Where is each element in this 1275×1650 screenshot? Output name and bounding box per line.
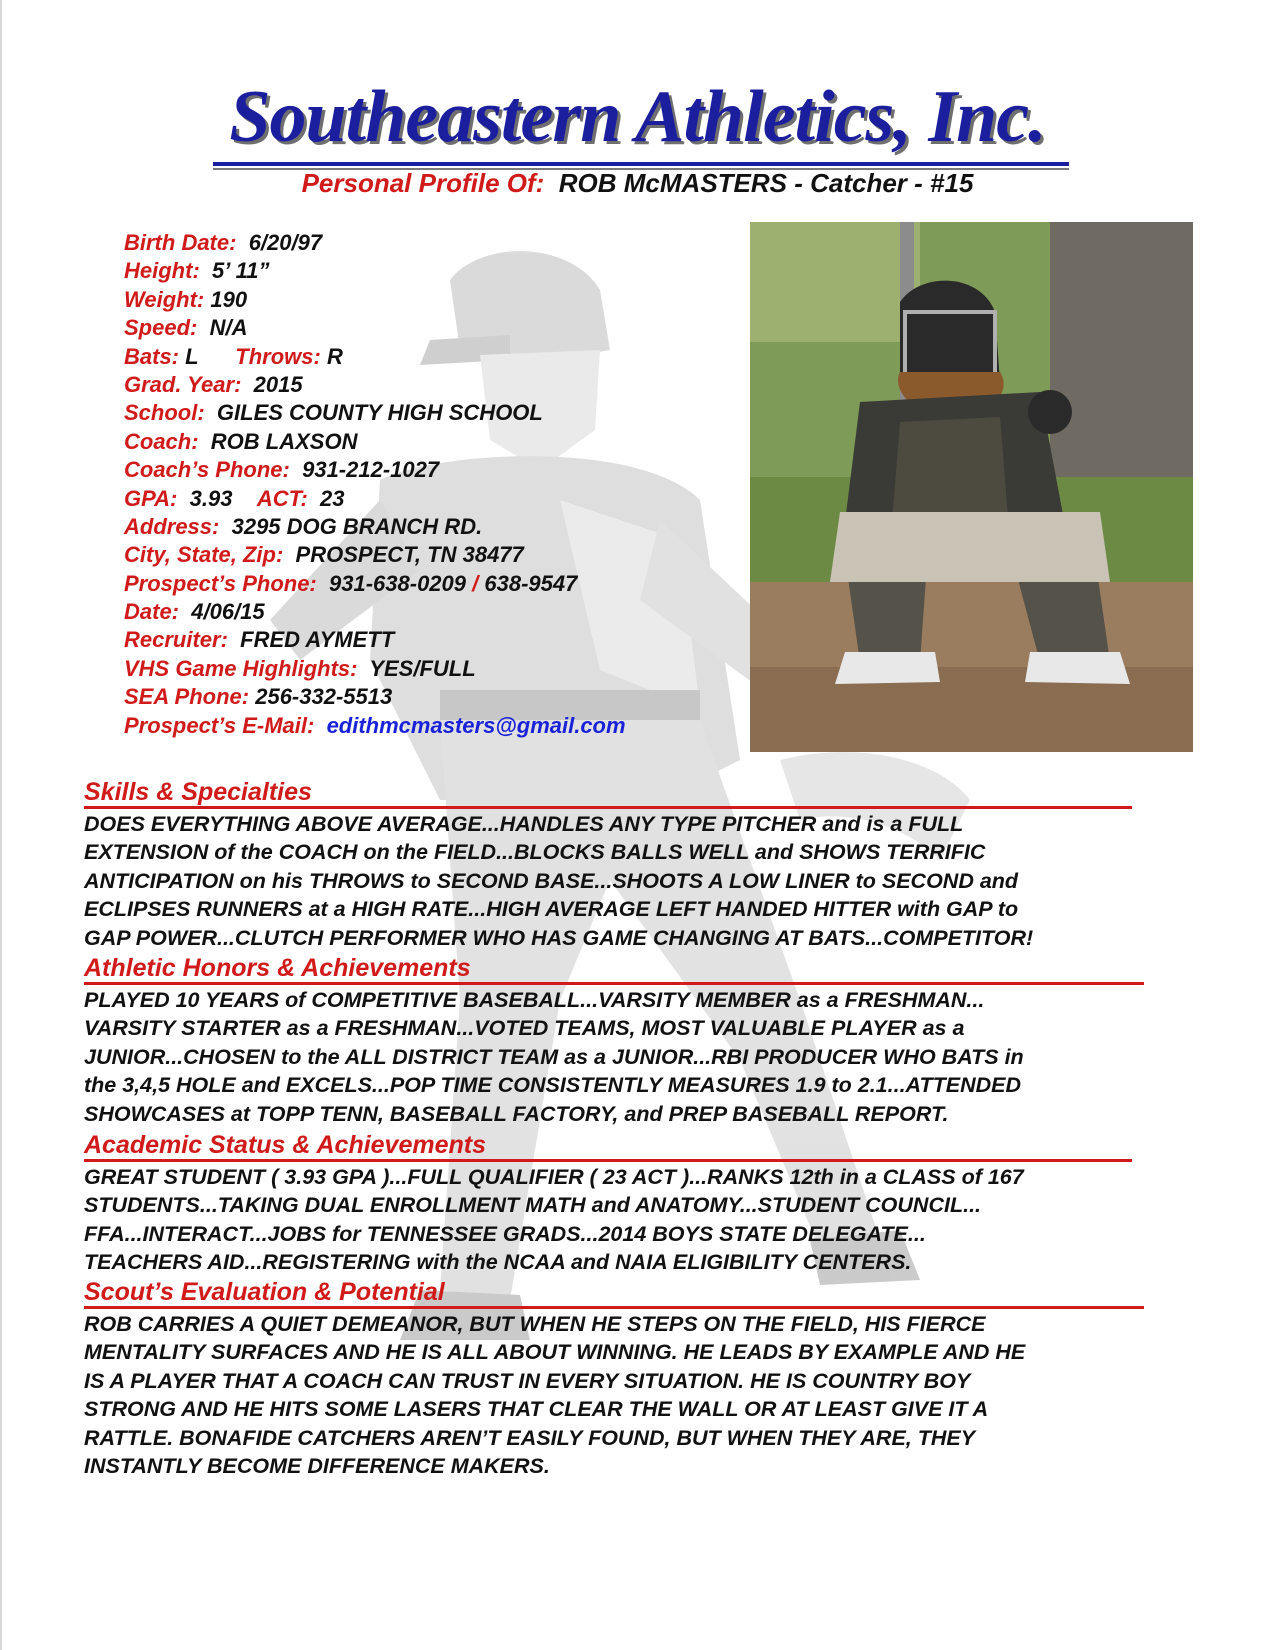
honors-heading: Athletic Honors & Achievements — [84, 954, 471, 982]
city-value: PROSPECT, TN 38477 — [295, 542, 524, 568]
vhs-row — [124, 655, 714, 683]
skills-line: GAP POWER...CLUTCH PERFORMER WHO HAS GAME CHANGING AT BATS...COMPETITOR! — [84, 925, 1034, 950]
weight-row — [124, 286, 714, 314]
bats-throws-row — [124, 343, 714, 371]
academic-body — [84, 1163, 1194, 1277]
coach-value: ROB LAXSON — [210, 428, 358, 454]
school-value: GILES COUNTY HIGH SCHOOL — [216, 400, 543, 426]
email-label: Prospect’s E-Mail: — [124, 712, 315, 738]
sea-phone-label: SEA Phone: — [124, 684, 250, 710]
email-row — [124, 712, 714, 740]
player-photo — [750, 222, 1193, 752]
player-info — [124, 229, 714, 740]
recruiter-value: FRED AYMETT — [240, 627, 395, 653]
speed-value: N/A — [209, 315, 248, 341]
gpa-label: GPA: — [124, 485, 178, 511]
prospect-phone-value2: 638-9547 — [484, 570, 578, 596]
act-label: ACT: — [256, 485, 308, 511]
bats-value: L — [185, 343, 199, 369]
recruiter-label: Recruiter: — [124, 627, 228, 653]
scout-line: STRONG AND HE HITS SOME LASERS THAT CLEAR THE WALL OR AT LEAST GIVE IT A — [84, 1397, 989, 1422]
profile-line — [0, 167, 1275, 199]
honors-line: VARSITY STARTER as a FRESHMAN...VOTED TEAMS, MOST VALUABLE PLAYER as a — [84, 1016, 965, 1041]
academic-rule — [84, 1159, 1132, 1162]
address-label: Address: — [124, 513, 220, 539]
birth-date-row — [124, 229, 714, 257]
honors-rule — [84, 982, 1144, 985]
academic-line: GREAT STUDENT ( 3.93 GPA )...FULL QUALIFIER ( 23 ACT )...RANKS 12th in a CLASS of 167 — [84, 1165, 1024, 1189]
academic-heading: Academic Status & Achievements — [84, 1131, 487, 1159]
academic-line: STUDENTS...TAKING DUAL ENROLLMENT MATH and ANATOMY...STUDENT COUNCIL... — [84, 1193, 982, 1218]
honors-body — [84, 986, 1194, 1128]
sea-phone-value: 256-332-5513 — [255, 684, 393, 710]
skills-line: ANTICIPATION on his THROWS to SECOND BASE...SHOOTS A LOW LINER to SECOND and — [84, 868, 1019, 893]
date-row — [124, 598, 714, 626]
academic-line: FFA...INTERACT...JOBS for TENNESSEE GRADS...2014 BOYS STATE DELEGATE... — [84, 1221, 926, 1246]
email-link[interactable]: edithmcmasters@gmail.com — [326, 712, 626, 738]
scout-heading: Scout’s Evaluation & Potential — [84, 1278, 445, 1306]
address-row — [124, 513, 714, 541]
prospect-phone-label: Prospect’s Phone: — [124, 570, 317, 596]
recruiter-row — [124, 626, 714, 654]
skills-heading: Skills & Specialties — [84, 778, 312, 806]
honors-line: the 3,4,5 HOLE and EXCELS...POP TIME CONSISTENTLY MEASURES 1.9 to 2.1...ATTENDED — [84, 1073, 1022, 1098]
act-value: 23 — [320, 485, 345, 511]
coach-label: Coach: — [124, 428, 199, 454]
grad-year-label: Grad. Year: — [124, 371, 242, 397]
coach-phone-label: Coach’s Phone: — [124, 457, 290, 483]
profile-value: ROB McMASTERS - Catcher - #15 — [558, 168, 974, 198]
grad-year-row — [124, 371, 714, 399]
birth-date-label: Birth Date: — [124, 230, 237, 255]
scout-line: INSTANTLY BECOME DIFFERENCE MAKERS. — [84, 1454, 550, 1479]
honors-line: PLAYED 10 YEARS of COMPETITIVE BASEBALL...VARSITY MEMBER as a FRESHMAN... — [84, 988, 985, 1012]
prospect-phone-value1: 931-638-0209 — [329, 570, 467, 596]
coach-row — [124, 428, 714, 456]
grad-year-value: 2015 — [253, 371, 303, 397]
height-row — [124, 257, 714, 285]
scout-line: IS A PLAYER THAT A COACH CAN TRUST IN EVERY SITUATION. HE IS COUNTRY BOY — [84, 1368, 971, 1393]
vhs-value: YES/FULL — [369, 655, 476, 681]
height-label: Height: — [124, 258, 200, 284]
speed-row — [124, 314, 714, 342]
throws-label: Throws: — [235, 343, 321, 369]
coach-phone-row — [124, 456, 714, 484]
gpa-value: 3.93 — [189, 485, 233, 511]
city-label: City, State, Zip: — [124, 542, 284, 568]
academic-line: TEACHERS AID...REGISTERING with the NCAA and NAIA ELIGIBILITY CENTERS. — [84, 1250, 912, 1275]
height-value: 5’ 11” — [212, 258, 270, 284]
honors-line: JUNIOR...CHOSEN to the ALL DISTRICT TEAM as a JUNIOR...RBI PRODUCER WHO BATS in — [84, 1044, 1024, 1069]
bats-label: Bats: — [124, 343, 180, 369]
page-edge — [0, 0, 2, 1650]
honors-line: SHOWCASES at TOPP TENN, BASEBALL FACTORY, and PREP BASEBALL REPORT. — [84, 1101, 949, 1126]
skills-line: EXTENSION of the COACH on the FIELD...BLOCKS BALLS WELL and SHOWS TERRIFIC — [84, 840, 986, 865]
profile-label: Personal Profile Of: — [301, 168, 545, 198]
speed-label: Speed: — [124, 315, 198, 341]
scout-rule — [84, 1306, 1144, 1309]
birth-date-value: 6/20/97 — [248, 230, 323, 255]
company-title: Southeastern Athletics, Inc. — [229, 76, 1046, 158]
prospect-phone-separator: / — [472, 570, 479, 596]
coach-phone-value: 931-212-1027 — [302, 457, 440, 483]
gpa-act-row — [124, 485, 714, 513]
skills-rule — [84, 806, 1132, 809]
weight-value: 190 — [210, 286, 248, 312]
scout-line: ROB CARRIES A QUIET DEMEANOR, BUT WHEN HE STEPS ON THE FIELD, HIS FIERCE — [84, 1312, 986, 1336]
title-underline — [213, 162, 1069, 166]
skills-line: ECLIPSES RUNNERS at a HIGH RATE...HIGH AVERAGE LEFT HANDED HITTER with GAP to — [84, 897, 1019, 922]
sea-phone-row — [124, 683, 714, 711]
skills-line: DOES EVERYTHING ABOVE AVERAGE...HANDLES ANY TYPE PITCHER and is a FULL — [84, 812, 964, 836]
city-row — [124, 541, 714, 569]
skills-body — [84, 810, 1194, 952]
vhs-label: VHS Game Highlights: — [124, 655, 358, 681]
scout-line: RATTLE. BONAFIDE CATCHERS AREN’T EASILY FOUND, BUT WHEN THEY ARE, THEY — [84, 1425, 976, 1450]
scout-body — [84, 1310, 1194, 1480]
scout-line: MENTALITY SURFACES AND HE IS ALL ABOUT WINNING. HE LEADS BY EXAMPLE AND HE — [84, 1340, 1026, 1365]
prospect-phone-row — [124, 570, 714, 598]
date-value: 4/06/15 — [191, 599, 265, 625]
school-row — [124, 399, 714, 427]
date-label: Date: — [124, 599, 180, 625]
weight-label: Weight: — [124, 286, 205, 312]
address-value: 3295 DOG BRANCH RD. — [231, 513, 483, 539]
throws-value: R — [326, 343, 343, 369]
school-label: School: — [124, 400, 205, 426]
